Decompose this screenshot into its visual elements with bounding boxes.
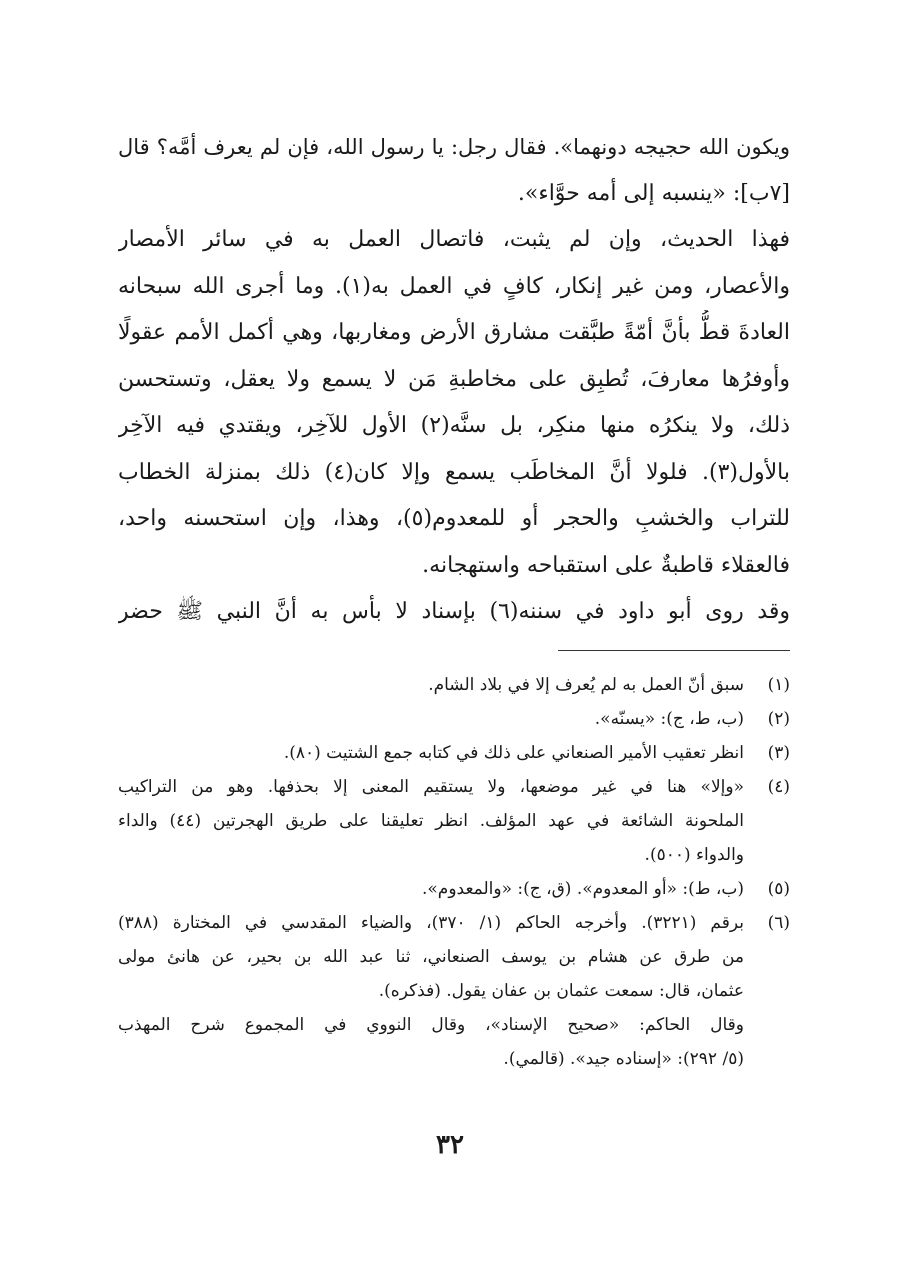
footnote-line: وقال الحاكم: «صحيح الإسناد»، وقال النووي في المجموع شرح المهذب [118,1015,744,1035]
footnote-line: عثمان، قال: سمعت عثمان بن عفان يقول. (فذكره). [378,981,744,1001]
footnote-line: الملحونة الشائعة في عهد المؤلف. انظر تعليقنا على طريق الهجرتين (٤٤) والداء [118,811,744,831]
main-text-line: العادةَ قطُّ بأنَّ أمّةً طبَّقت مشارق الأرض ومغاربها، وهي أكمل الأمم عقولًا [118,320,790,345]
footnote [118,736,790,770]
footnote [118,702,790,736]
footnote-number: (٦) [767,913,790,933]
footnote [118,668,790,702]
footnote-line: (ب، ط): «أو المعدوم». (ق، ج): «والمعدوم». [421,879,744,899]
footnote-line: سبق أنّ العمل به لم يُعرف إلا في بلاد الشام. [428,675,744,695]
main-text-line: ويكون الله حجيجه دونهما». فقال رجل: يا رسول الله، فإن لم يعرف أمَّه؟ قال [118,135,790,159]
footnote-number: (٥) [767,879,790,899]
main-text-line: بالأول(٣). فلولا أنَّ المخاطَب يسمع وإلا كان(٤) ذلك بمنزلة الخطاب [118,459,790,485]
main-text-line: والأعصار، ومن غير إنكار، كافٍ في العمل به(١). وما أجرى الله سبحانه [118,273,790,299]
footnote-number: (٤) [767,777,790,797]
main-text-line: ذلك، ولا ينكرُه منها منكِر، بل سنَّه(٢) الأول للآخِر، ويقتدي فيه الآخِر [118,413,790,438]
page-number: ٣٢ [436,1130,464,1160]
main-text-line: [٧ب]: «ينسبه إلى أمه حوَّاء». [517,180,790,206]
main-text-line: فالعقلاء قاطبةٌ على استقباحه واستهجانه. [422,552,790,578]
footnote-line: والدواء (٥٠٠). [644,845,744,865]
footnote-line: من طرق عن هشام بن يوسف الصنعاني، ثنا عبد الله بن بحير، عن هانئ مولى [118,947,744,967]
main-text-line: وأوفرُها معارفَ، تُطبِق على مخاطبةِ مَن لا يسمع ولا يعقل، وتستحسن [118,366,790,392]
footnote-line: «وإلا» هنا في غير موضعها، ولا يستقيم المعنى إلا بحذفها. وهو من التراكيب [118,777,744,797]
footnote [118,906,790,1076]
footnote [118,872,790,906]
main-text [118,124,790,636]
main-text-line: فهذا الحديث، وإن لم يثبت، فاتصال العمل به في سائر الأمصار [118,227,790,252]
footnote-separator [558,650,790,651]
footnote-line: (ب، ط، ج): «يسنّه». [594,709,744,729]
footnote [118,770,790,872]
footnote-number: (١) [767,675,790,695]
footnotes [118,668,790,1076]
footnote-line: (٥/ ٢٩٢): «إسناده جيد». (قالمي). [503,1049,744,1069]
main-text-line: للتراب والخشبِ والحجر أو للمعدوم(٥)، وهذا، وإن استحسنه واحد، [118,506,790,531]
footnote-number: (٣) [767,743,790,763]
footnote-number: (٢) [767,709,790,729]
footnote-line: انظر تعقيب الأمير الصنعاني على ذلك في كتابه جمع الشتيت (٨٠). [283,743,744,763]
main-text-line: وقد روى أبو داود في سننه(٦) بإسناد لا بأس به أنَّ النبي ﷺ حضر [118,599,790,624]
footnote-line: برقم (٣٢٢١). وأخرجه الحاكم (١/ ٣٧٠)، والضياء المقدسي في المختارة (٣٨٨) [118,913,744,933]
